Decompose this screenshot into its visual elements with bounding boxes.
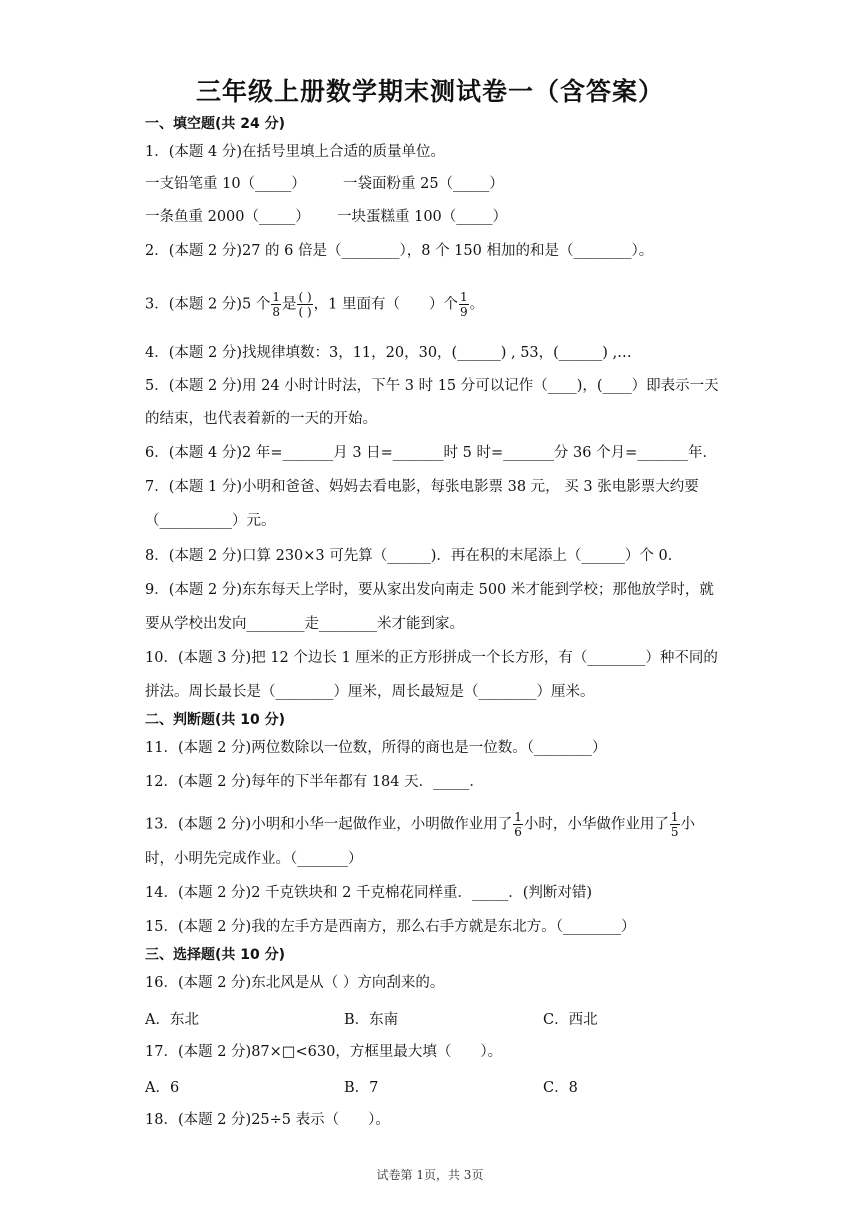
question-16-option-a[interactable]: A．东北 [145,1012,199,1028]
fraction-denominator: 8 [272,305,280,319]
question-13-line-2: 时，小明先完成作业。（_______） [145,851,363,867]
section-heading-judge: 二、判断题(共 10 分) [145,712,286,728]
question-9-line-2: 要从学校出发向________走________米才能到家。 [145,616,464,632]
fraction-one-sixth [513,810,523,839]
question-1-item-a: 一支铅笔重 10（_____） [145,176,306,192]
question-2: 2．(本题 2 分)27 的 6 倍是（________），8 个 150 相加的和是（________）。 [145,243,654,259]
question-5-line-1: 5．(本题 2 分)用 24 小时计时法，下午 3 时 15 分可以记作（____)，(____）即表示一天 [145,378,719,394]
question-16-option-b[interactable]: B．东南 [344,1012,399,1028]
question-7-line-2: （__________）元。 [145,513,276,529]
question-6: 6．(本题 4 分)2 年=_______月 3 日=_______时 5 时=_______分 36 个月=_______年． [145,445,717,461]
fraction-numerator: 1 [460,290,468,304]
fraction-denominator: 6 [514,825,522,839]
question-3-prefix: 3．(本题 2 分)5 个 [145,296,271,313]
question-13-suffix: 小 [680,816,695,833]
fraction-denominator: 5 [670,825,679,839]
question-13-line-1 [145,810,695,839]
fraction-denominator: 9 [460,305,468,319]
question-10-line-1: 10．(本题 3 分)把 12 个边长 1 厘米的正方形拼成一个长方形，有（________）种不同的 [145,650,718,666]
fraction-numerator: 1 [670,810,679,824]
section-heading-choice: 三、选择题(共 10 分) [145,947,286,963]
fraction-one-ninth [459,290,469,319]
fraction-one-fifth [670,810,680,839]
question-12: 12．(本题 2 分)每年的下半年都有 184 天．_____． [145,774,484,790]
question-3-mid: 是 [281,296,297,313]
question-5-line-2: 的结束，也代表着新的一天的开始。 [145,411,377,427]
question-13-prefix: 13．(本题 2 分)小明和小华一起做作业，小明做作业用了 [145,816,513,833]
question-9-line-1: 9．(本题 2 分)东东每天上学时，要从家出发向南走 500 米才能到学校；那他放学时，就 [145,582,714,598]
section-heading-fill: 一、填空题(共 24 分) [145,116,286,132]
page-footer: 试卷第 1页，共 3页 [376,1168,484,1182]
question-10-line-2: 拼法。周长最长是（________）厘米，周长最短是（________）厘米。 [145,684,595,700]
question-4: 4．(本题 2 分)找规律填数：3，11，20，30，(______) , 53，(______) ,… [145,345,632,361]
fraction-blank [297,290,312,319]
fraction-denominator: ( ) [298,305,312,319]
fraction-numerator: 1 [514,810,522,824]
question-8: 8．(本题 2 分)口算 230×3 可先算（______)．再在积的末尾添上（______）个 0． [145,548,683,564]
question-16-stem: 16．(本题 2 分)东北风是从（ ）方向刮来的。 [145,975,445,991]
question-1-item-b: 一袋面粉重 25（_____） [343,176,504,192]
question-14: 14．(本题 2 分)2 千克铁块和 2 千克棉花同样重．_____．(判断对错) [145,885,593,901]
question-3-mid2: ，1 里面有（ ）个 [313,296,458,313]
page-title: 三年级上册数学期末测试卷一（含答案） [195,77,664,106]
question-1-stem: 1．(本题 4 分)在括号里填上合适的质量单位。 [145,144,445,160]
question-17-option-c[interactable]: C．8 [543,1080,578,1096]
question-17-option-a[interactable]: A．6 [145,1080,180,1096]
question-1-item-d: 一块蛋糕重 100（_____） [337,209,508,225]
question-17-option-b[interactable]: B．7 [344,1080,379,1096]
question-1-item-c: 一条鱼重 2000（_____） [145,209,310,225]
question-3 [145,290,484,319]
question-13-mid: 小时，小华做作业用了 [523,816,669,833]
fraction-numerator: 1 [272,290,280,304]
fraction-one-eighth [271,290,281,319]
question-18-stem: 18．(本题 2 分)25÷5 表示（ ）。 [145,1112,390,1128]
question-15: 15．(本题 2 分)我的左手方是西南方，那么右手方就是东北方。（________） [145,919,636,935]
question-16-option-c[interactable]: C．西北 [543,1012,598,1028]
question-17-stem: 17．(本题 2 分)87×□<630，方框里最大填（ ）。 [145,1044,503,1060]
question-7-line-1: 7．(本题 1 分)小明和爸爸、妈妈去看电影，每张电影票 38 元， 买 3 张电影票大约要 [145,479,699,495]
question-3-suffix: 。 [469,296,485,313]
question-11: 11．(本题 2 分)两位数除以一位数，所得的商也是一位数。（________） [145,740,607,756]
fraction-numerator: ( ) [298,290,312,304]
